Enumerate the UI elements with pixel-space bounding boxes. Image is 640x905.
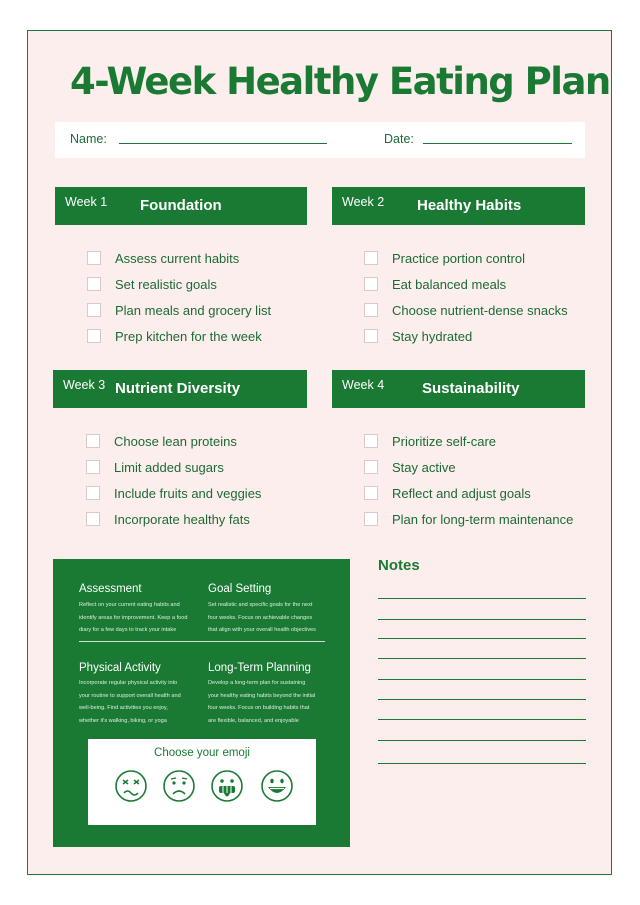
checklist-label: Reflect and adjust goals xyxy=(392,485,531,501)
name-field[interactable] xyxy=(119,143,327,144)
checkbox[interactable] xyxy=(364,460,378,474)
checklist-label: Limit added sugars xyxy=(114,459,224,475)
week-3-label: Week 3 xyxy=(63,378,106,392)
week-2-title: Healthy Habits xyxy=(417,197,522,214)
checklist-label: Stay active xyxy=(392,459,456,475)
checklist-item[interactable] xyxy=(87,271,271,297)
checkbox[interactable] xyxy=(86,460,100,474)
checklist-label: Choose nutrient-dense snacks xyxy=(392,302,568,318)
week-1-checklist xyxy=(87,245,271,349)
week-4-title: Sustainability xyxy=(422,380,520,397)
checklist-label: Plan for long-term maintenance xyxy=(392,511,574,527)
notes-line[interactable] xyxy=(378,699,586,700)
checklist-item[interactable] xyxy=(364,454,573,480)
checklist-label: Choose lean proteins xyxy=(114,433,237,449)
checklist-item[interactable] xyxy=(364,428,573,454)
checkbox[interactable] xyxy=(364,329,378,343)
notes-line[interactable] xyxy=(378,658,586,659)
notes-line[interactable] xyxy=(378,679,586,680)
notes-title: Notes xyxy=(378,557,420,574)
checkbox[interactable] xyxy=(364,277,378,291)
checklist-item[interactable] xyxy=(364,480,573,506)
checkbox[interactable] xyxy=(87,251,101,265)
checklist-item[interactable] xyxy=(86,428,261,454)
week-2-checklist xyxy=(364,245,568,349)
dizzy-face-icon[interactable] xyxy=(114,769,148,803)
goal-setting-heading: Goal Setting xyxy=(208,583,272,595)
checklist-label: Plan meals and grocery list xyxy=(115,302,272,318)
notes-line[interactable] xyxy=(378,719,586,720)
checklist-item[interactable] xyxy=(364,271,568,297)
checklist-label: Practice portion control xyxy=(392,250,525,266)
checklist-label: Eat balanced meals xyxy=(392,276,507,292)
name-label: Name: xyxy=(70,132,107,146)
checklist-label: Assess current habits xyxy=(115,250,240,266)
assessment-text: Reflect on your current eating habits and identify areas for improvement. Keep a food diary for a few days to track your intake xyxy=(79,602,188,634)
checkbox[interactable] xyxy=(87,303,101,317)
week-3-header xyxy=(53,370,307,408)
checkbox[interactable] xyxy=(86,512,100,526)
checklist-label: Stay hydrated xyxy=(392,328,473,344)
checklist-label: Prep kitchen for the week xyxy=(115,328,262,344)
checklist-item[interactable] xyxy=(86,506,261,532)
checkbox[interactable] xyxy=(87,329,101,343)
checklist-label: Prioritize self-care xyxy=(392,433,497,449)
week-1-title: Foundation xyxy=(140,197,222,214)
sad-face-icon[interactable] xyxy=(162,769,196,803)
long-term-heading: Long-Term Planning xyxy=(208,662,311,674)
checklist-item[interactable] xyxy=(364,245,568,271)
checklist-item[interactable] xyxy=(87,245,271,271)
name-date-bar xyxy=(55,122,585,158)
info-panel xyxy=(53,559,350,847)
week-4-header xyxy=(332,370,585,408)
assessment-heading: Assessment xyxy=(79,583,142,595)
checklist-item[interactable] xyxy=(86,454,261,480)
checkbox[interactable] xyxy=(86,486,100,500)
checklist-item[interactable] xyxy=(364,506,573,532)
page-title: 4-Week Healthy Eating Plan xyxy=(70,60,610,103)
checklist-item[interactable] xyxy=(87,323,271,349)
happy-face-icon[interactable] xyxy=(260,769,294,803)
week-4-checklist xyxy=(364,428,573,532)
checkbox[interactable] xyxy=(364,512,378,526)
week-3-title: Nutrient Diversity xyxy=(115,380,241,397)
checkbox[interactable] xyxy=(86,434,100,448)
long-term-text: Develop a long-term plan for sustaining your healthy eating habits beyond the initial four weeks. Focus on building habits that are flexible, balanced, and enjoyable xyxy=(208,680,316,724)
physical-activity-heading: Physical Activity xyxy=(79,662,161,674)
notes-line[interactable] xyxy=(378,619,586,620)
checkbox[interactable] xyxy=(364,434,378,448)
checklist-label: Set realistic goals xyxy=(115,276,217,292)
week-2-label: Week 2 xyxy=(342,195,385,209)
week-2-header xyxy=(332,187,585,225)
checklist-item[interactable] xyxy=(87,297,271,323)
week-3-checklist xyxy=(86,428,261,532)
checkbox[interactable] xyxy=(87,277,101,291)
panel-divider xyxy=(79,641,325,642)
checkbox[interactable] xyxy=(364,486,378,500)
checklist-label: Include fruits and veggies xyxy=(114,485,262,501)
notes-line[interactable] xyxy=(378,598,586,599)
notes-line[interactable] xyxy=(378,763,586,764)
physical-activity-text: Incorporate regular physical activity into your routine to support overall health and well-being. Find activities you enjoy, whether it's walking, biking, or yoga xyxy=(79,680,181,724)
week-1-label: Week 1 xyxy=(65,195,108,209)
checkbox[interactable] xyxy=(364,303,378,317)
week-4-label: Week 4 xyxy=(342,378,385,392)
checklist-item[interactable] xyxy=(86,480,261,506)
checklist-item[interactable] xyxy=(364,297,568,323)
date-field[interactable] xyxy=(423,143,572,144)
checkbox[interactable] xyxy=(364,251,378,265)
emoji-picker xyxy=(88,739,316,825)
goal-setting-text: Set realistic and specific goals for the next four weeks. Focus on achievable changes that align with your overall health objectives xyxy=(208,602,316,634)
week-1-header xyxy=(55,187,307,225)
emoji-picker-title: Choose your emoji xyxy=(154,747,250,759)
checklist-label: Incorporate healthy fats xyxy=(114,511,250,527)
notes-line[interactable] xyxy=(378,638,586,639)
grimace-face-icon[interactable] xyxy=(210,769,244,803)
checklist-item[interactable] xyxy=(364,323,568,349)
notes-line[interactable] xyxy=(378,740,586,741)
date-label: Date: xyxy=(384,132,414,146)
